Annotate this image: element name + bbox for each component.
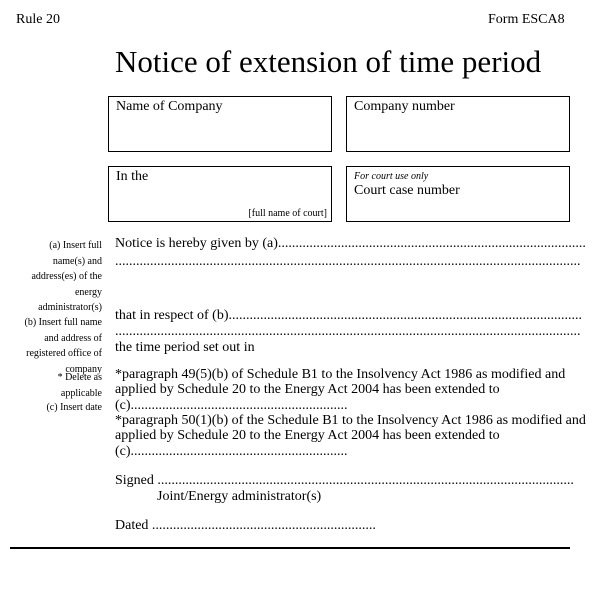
company-name-label: Name of Company: [116, 99, 223, 114]
company-name-box[interactable]: [108, 96, 332, 152]
margin-note-line: (c) Insert date: [46, 402, 102, 413]
company-number-label: Company number: [354, 99, 455, 114]
paragraph-50-date-field[interactable]: (c)..............................................................: [115, 444, 348, 459]
signatory-role: Joint/Energy administrator(s): [157, 489, 322, 504]
administrator-detail-line[interactable]: .....................................................................................................................................: [115, 254, 581, 269]
margin-note-b: [25, 315, 102, 377]
margin-note-line: address(es) of the: [31, 271, 102, 282]
court-name-box[interactable]: [108, 166, 332, 222]
paragraph-50-line2: applied by Schedule 20 to the Energy Act 2004 has been extended to: [115, 428, 500, 443]
bottom-divider: [10, 547, 570, 549]
paragraph-49-line1: *paragraph 49(5)(b) of Schedule B1 to the Insolvency Act 1986 as modified and: [115, 367, 566, 382]
margin-note-line: * Delete as: [57, 372, 102, 383]
margin-note-c: [46, 400, 102, 416]
paragraph-49-date-field[interactable]: (c)..............................................................: [115, 398, 348, 413]
margin-note-line: and address of: [44, 332, 102, 344]
time-period-intro: the time period set out in: [115, 340, 255, 355]
signature-field[interactable]: Signed .......................................................................................................................: [115, 473, 574, 488]
in-the-label: In the: [116, 169, 149, 184]
margin-note-line: company: [65, 363, 102, 375]
margin-note-line: name(s) and: [52, 255, 102, 267]
court-name-note: [full name of court]: [248, 208, 327, 219]
company-detail-line[interactable]: .....................................................................................................................................: [115, 324, 581, 339]
court-use-note: For court use only: [354, 171, 429, 182]
paragraph-50-line1: *paragraph 50(1)(b) of the Schedule B1 to the Insolvency Act 1986 as modified and: [115, 413, 586, 428]
margin-note-line: energy: [74, 286, 102, 298]
company-respect-line[interactable]: that in respect of (b).....................................................................................................: [115, 308, 583, 323]
margin-note-a: [31, 238, 102, 316]
court-case-box[interactable]: [346, 166, 570, 222]
rule-number: Rule 20: [16, 12, 60, 27]
notice-given-by-line[interactable]: Notice is hereby given by (a)........................................................................................: [115, 236, 586, 251]
date-field[interactable]: Dated ................................................................: [115, 518, 376, 533]
paragraph-49-line2: applied by Schedule 20 to the Energy Act 2004 has been extended to: [115, 382, 500, 397]
page-title: Notice of extension of time period: [115, 44, 542, 79]
margin-note-line: (a) Insert full: [49, 240, 102, 251]
form-code: Form ESCA8: [488, 12, 565, 27]
margin-note-line: (b) Insert full name: [24, 317, 102, 328]
margin-note-line: applicable: [60, 387, 102, 399]
margin-note-line: administrator(s): [38, 302, 102, 313]
court-case-label: Court case number: [354, 183, 460, 198]
margin-note-line: registered office of: [26, 348, 102, 359]
company-number-box[interactable]: [346, 96, 570, 152]
margin-note-delete: [58, 370, 102, 401]
